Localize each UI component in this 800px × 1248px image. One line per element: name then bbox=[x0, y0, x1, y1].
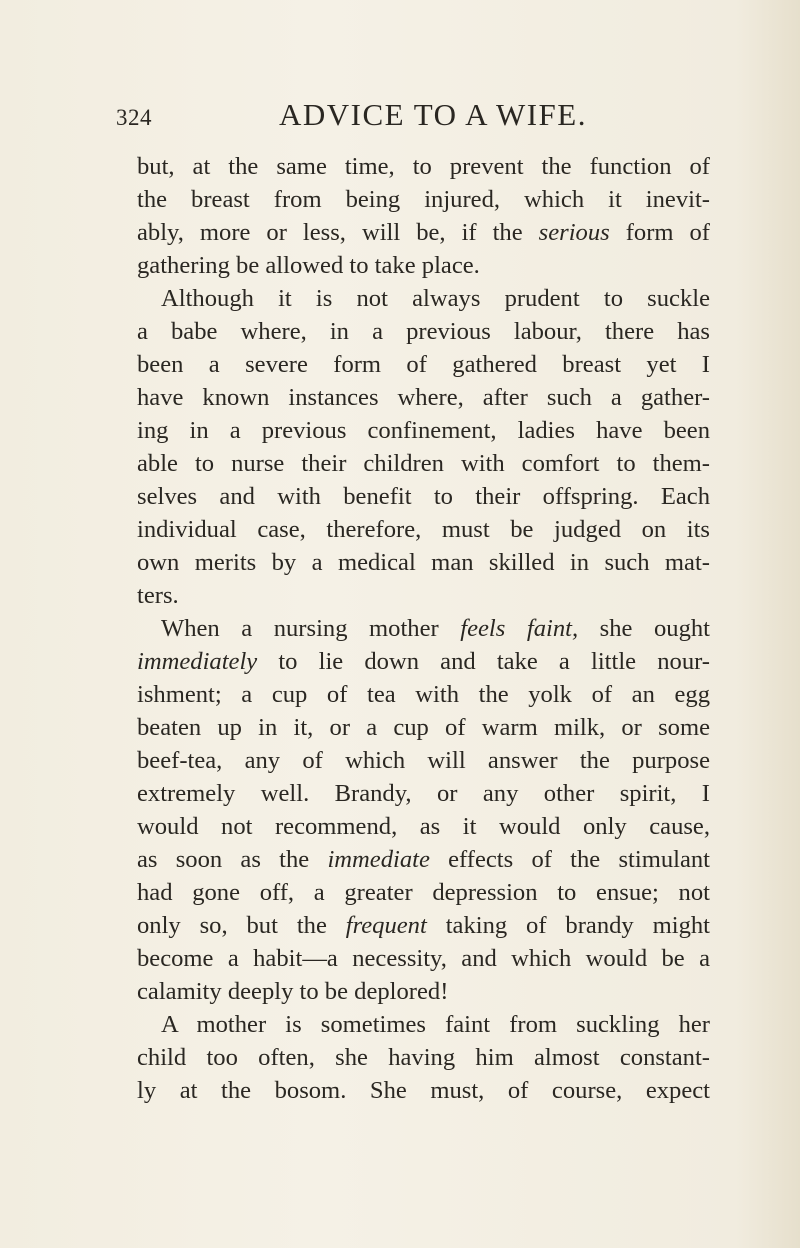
text-line: When a nursing mother feels faint, she ought bbox=[161, 615, 710, 642]
text-line: been a severe form of gathered breast yet I bbox=[137, 351, 710, 378]
text-line: ly at the bosom. She must, of course, expect bbox=[137, 1077, 710, 1104]
page-number: 324 bbox=[116, 105, 152, 130]
text-line: would not recommend, as it would only cause, bbox=[137, 813, 710, 840]
text-line: beef-tea, any of which will answer the purpose bbox=[137, 747, 710, 774]
text-line: extremely well. Brandy, or any other spirit, I bbox=[137, 780, 710, 807]
text-line: individual case, therefore, must be judged on its bbox=[137, 516, 710, 543]
text-line: ishment; a cup of tea with the yolk of an egg bbox=[137, 681, 710, 708]
text-line: ters. bbox=[137, 582, 179, 609]
text-line: a babe where, in a previous labour, there has bbox=[137, 318, 710, 345]
page-header bbox=[116, 97, 716, 137]
text-line: Although it is not always prudent to suckle bbox=[161, 285, 710, 312]
text-line: A mother is sometimes faint from suckling her bbox=[161, 1011, 710, 1038]
text-line: but, at the same time, to prevent the function of bbox=[137, 153, 710, 180]
text-line: beaten up in it, or a cup of warm milk, or some bbox=[137, 714, 710, 741]
text-line: become a habit—a necessity, and which would be a bbox=[137, 945, 710, 972]
text-line: calamity deeply to be deplored! bbox=[137, 978, 449, 1005]
text-line: selves and with benefit to their offspring. Each bbox=[137, 483, 710, 510]
text-line: had gone off, a greater depression to ensue; not bbox=[137, 879, 710, 906]
text-line: immediately to lie down and take a little nour- bbox=[137, 648, 710, 675]
text-line: able to nurse their children with comfort to them- bbox=[137, 450, 710, 477]
running-head: ADVICE TO A WIFE. bbox=[279, 97, 587, 132]
text-line: the breast from being injured, which it inevit- bbox=[137, 186, 710, 213]
text-line: as soon as the immediate effects of the stimulant bbox=[137, 846, 710, 873]
text-line: child too often, she having him almost constant- bbox=[137, 1044, 710, 1071]
text-line: ing in a previous confinement, ladies have been bbox=[137, 417, 710, 444]
text-line: only so, but the frequent taking of brandy might bbox=[137, 912, 710, 939]
text-line: ably, more or less, will be, if the serious form of bbox=[137, 219, 710, 246]
text-line: have known instances where, after such a gather- bbox=[137, 384, 710, 411]
text-line: own merits by a medical man skilled in such mat- bbox=[137, 549, 710, 576]
text-line: gathering be allowed to take place. bbox=[137, 252, 480, 279]
